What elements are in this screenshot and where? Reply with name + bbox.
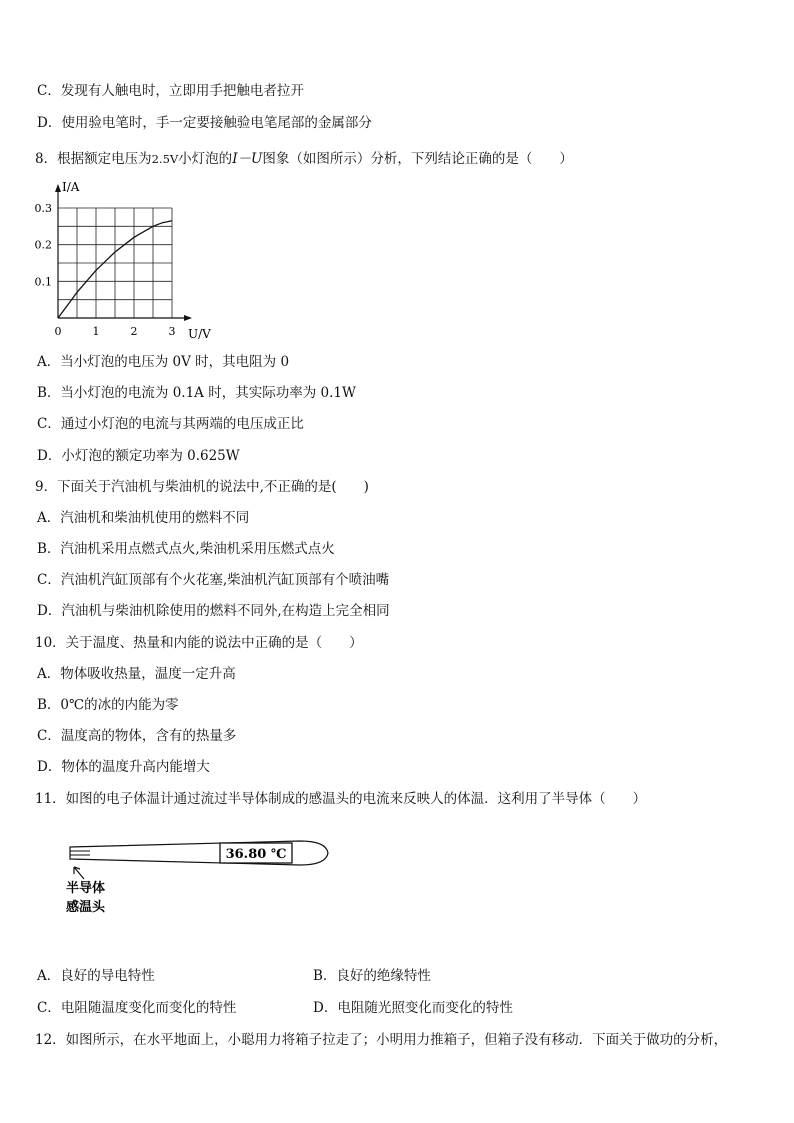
q8-stem bbox=[35, 149, 573, 169]
sensor-label-line1: 半导体 bbox=[66, 881, 106, 896]
y-tick-label: 0.2 bbox=[34, 238, 52, 252]
q11-option-a: A．良好的导电特性 bbox=[37, 968, 155, 984]
sensor-label-line2: 感温头 bbox=[66, 900, 106, 915]
q8-option-b: B．当小灯泡的电流为 0.1A 时，其实际功率为 0.1W bbox=[37, 385, 356, 401]
y-axis-arrow-icon bbox=[55, 184, 61, 192]
q9-stem: 9．下面关于汽油机与柴油机的说法中,不正确的是( ) bbox=[35, 479, 369, 495]
q10-stem: 10．关于温度、热量和内能的说法中正确的是（ ） bbox=[35, 635, 363, 651]
chart-axes bbox=[55, 184, 192, 321]
q9-option-c: C．汽油机汽缸顶部有个火花塞,柴油机汽缸顶部有个喷油嘴 bbox=[37, 572, 390, 588]
pointer-arrow-icon bbox=[74, 867, 84, 879]
y-tick-label: 0.3 bbox=[34, 202, 52, 215]
iu-chart bbox=[30, 178, 230, 343]
chart-grid bbox=[58, 208, 172, 318]
q8-option-a: A．当小灯泡的电压为 0V 时，其电阻为 0 bbox=[37, 354, 290, 370]
q11-option-d: D．电阻随光照变化而变化的特性 bbox=[313, 1000, 513, 1016]
q8-stem-voltage: 2.5V bbox=[151, 152, 179, 166]
q11-option-c: C．电阻随温度变化而变化的特性 bbox=[37, 1000, 237, 1016]
q8-option-c: C．通过小灯泡的电流与其两端的电压成正比 bbox=[37, 416, 304, 432]
q8-stem-mid: 小灯泡的 bbox=[178, 151, 233, 167]
q8-stem-iu: I－U bbox=[232, 151, 263, 167]
x-tick-label: 3 bbox=[168, 325, 176, 338]
q8-option-d: D．小灯泡的额定功率为 0.625W bbox=[37, 448, 240, 464]
q10-option-d: D．物体的温度升高内能增大 bbox=[37, 759, 210, 775]
thermometer-figure bbox=[60, 835, 340, 920]
q7-option-c: C．发现有人触电时，立即用手把触电者拉开 bbox=[37, 83, 304, 99]
q8-stem-suffix: 图象（如图所示）分析，下列结论正确的是（ ） bbox=[262, 151, 573, 167]
thermometer-reading: 36.80 ℃ bbox=[225, 847, 287, 862]
y-axis-label: I/A bbox=[62, 180, 80, 194]
x-axis-label: U/V bbox=[188, 327, 211, 341]
q12-stem: 12．如图所示，在水平地面上，小聪用力将箱子拉走了；小明用力推箱子，但箱子没有移动．下面关于做功的分析， bbox=[35, 1032, 728, 1048]
q9-option-d: D．汽油机与柴油机除使用的燃料不同外,在构造上完全相同 bbox=[37, 603, 390, 619]
q7-option-d: D．使用验电笔时，手一定要接触验电笔尾部的金属部分 bbox=[37, 115, 372, 131]
q11-stem: 11．如图的电子体温计通过流过半导体制成的感温头的电流来反映人的体温．这利用了半导体（ ） bbox=[35, 791, 647, 807]
q9-option-a: A．汽油机和柴油机使用的燃料不同 bbox=[37, 510, 250, 526]
q10-option-b: B．0℃的冰的内能为零 bbox=[37, 697, 179, 713]
q11-option-b: B．良好的绝缘特性 bbox=[313, 968, 431, 984]
x-tick-label: 2 bbox=[130, 325, 138, 338]
x-tick-label: 1 bbox=[92, 325, 100, 338]
x-tick-label: 0 bbox=[54, 325, 62, 338]
q8-stem-prefix: 8．根据额定电压为 bbox=[35, 151, 152, 167]
q10-option-a: A．物体吸收热量，温度一定升高 bbox=[37, 666, 236, 682]
y-tick-label: 0.1 bbox=[34, 275, 52, 289]
q9-option-b: B．汽油机采用点燃式点火,柴油机采用压燃式点火 bbox=[37, 541, 335, 557]
x-axis-arrow-icon bbox=[184, 315, 192, 321]
q10-option-c: C．温度高的物体，含有的热量多 bbox=[37, 728, 237, 744]
